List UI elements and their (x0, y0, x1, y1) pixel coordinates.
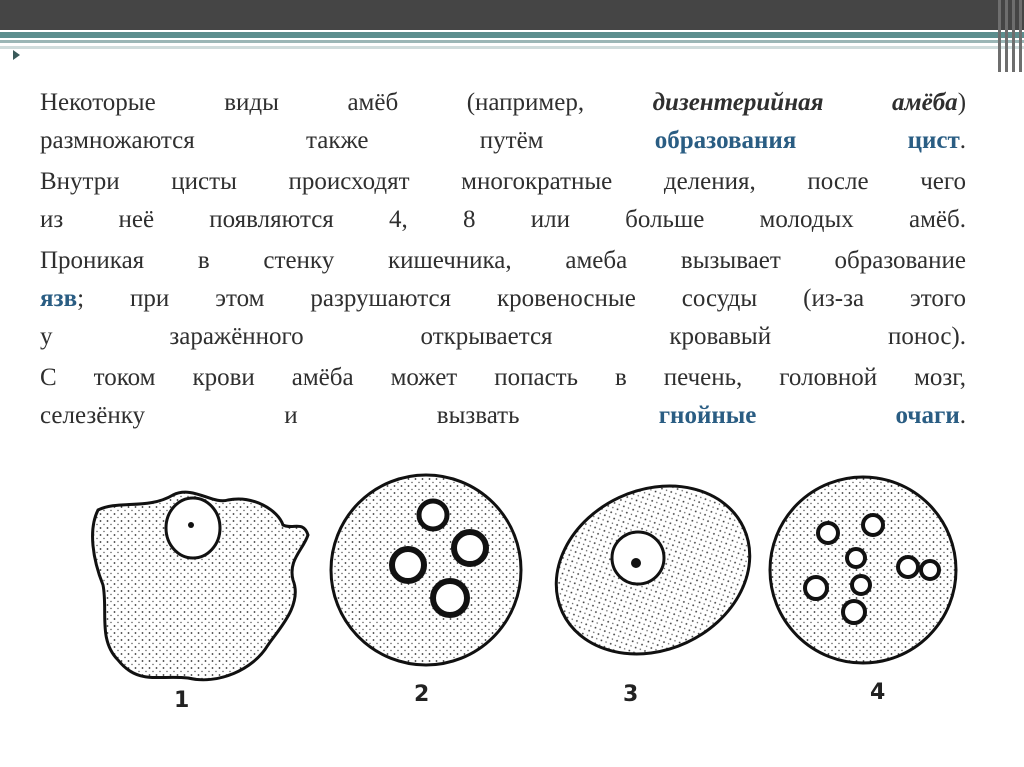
figure-label-1: 1 (174, 688, 190, 713)
amoeba-cell-4 (770, 477, 956, 663)
paragraph-division: Внутри цисты происходят многократные деления, после чего из неё появляются 4, 8 или больше молодых амёб. (40, 168, 966, 233)
figure-label-4: 4 (870, 680, 886, 705)
paragraph-spread: С током крови амёба может попасть в печень, головной мозг, селезёнку и вызвать гнойные очаги. (40, 364, 967, 429)
slide-text-body (40, 84, 966, 438)
term-cyst-formation: образования цист (654, 127, 960, 154)
figure-label-3: 3 (623, 682, 639, 707)
term-purulent-foci: гнойные очаги (658, 402, 960, 429)
term-ulcers: язв (40, 285, 78, 312)
amoeba-drawings (78, 470, 978, 740)
paragraph-ulcers: Проникая в стенку кишечника, амеба вызывает образование язв; при этом разрушаются кровеносные сосуды (из-за этого у заражённого открывается кровавый понос). (40, 247, 966, 350)
slide-nav-arrow-icon (13, 50, 20, 60)
amoeba-cell-2 (331, 475, 521, 665)
corner-decoration (994, 0, 1024, 72)
amoeba-illustration (78, 470, 978, 740)
amoeba-cell-1 (93, 492, 308, 680)
amoeba-cell-3 (529, 470, 778, 685)
slide-top-bar (0, 0, 1024, 30)
figure-label-2: 2 (414, 682, 430, 707)
term-dysentery-amoeba: дизентерийная амёба (652, 89, 958, 116)
paragraph-cysts: Некоторые виды амёб (например, дизентерийная амёба) размножаются также путём образования цист. (40, 89, 967, 154)
slide-decorative-stripes (0, 30, 1024, 52)
